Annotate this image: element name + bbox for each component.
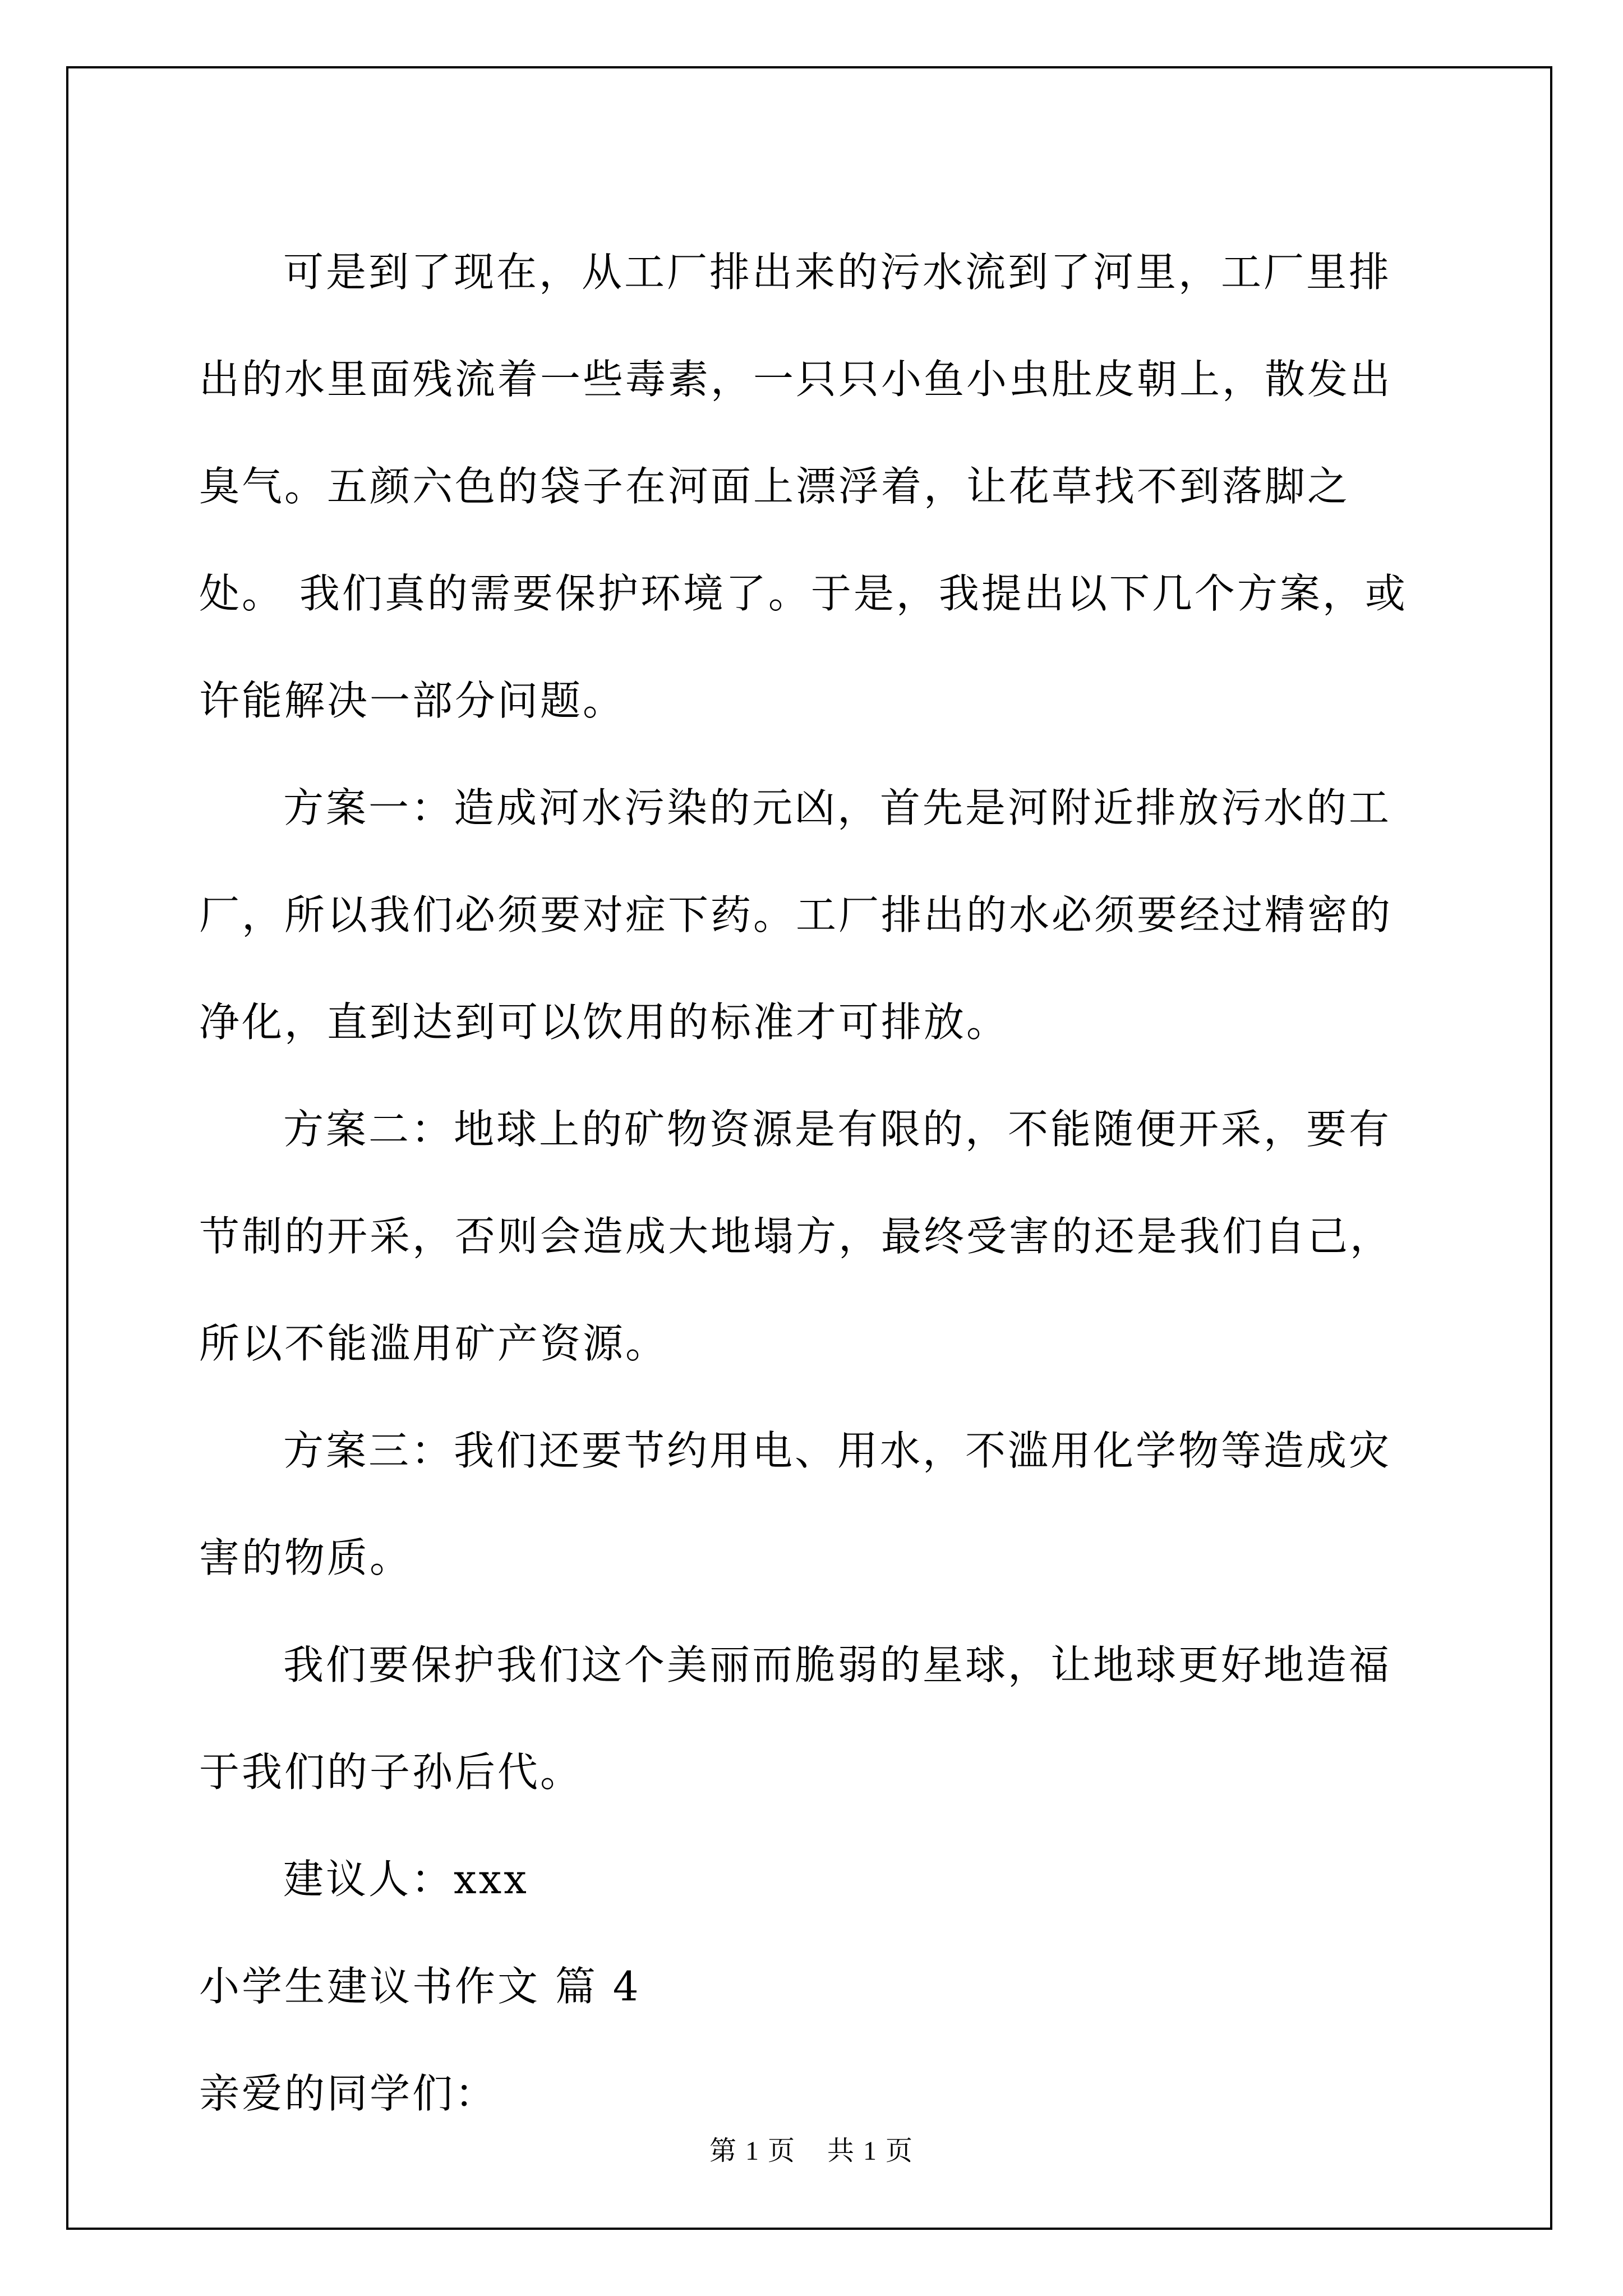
page-number-total: 共 1 页 [827,2136,914,2166]
paragraph-plan-two: 方案二：地球上的矿物资源是有限的，不能随便开采，要有节制的开采，否则会造成大地塌方，最终受害的还是我们自己，所以不能滥用矿产资源。 [199,1106,1393,1367]
page-number-current: 第 1 页 [709,2136,796,2166]
paragraph-pollution-description: 可是到了现在，从工厂排出来的污水流到了河里，工厂里排出的水里面残流着一些毒素，一只只小鱼小虫肚皮朝上，散发出臭气。五颜六色的袋子在河面上漂浮着，让花草找不到落脚之处。 我们真的需要保护环境了。于是，我提出以下几个方案，或许能解决一部分问题。 [199,249,1408,724]
section-heading: 小学生建议书作文 篇 4 [199,1963,641,2010]
page-footer [0,2129,1623,2168]
paragraph-conclusion: 我们要保护我们这个美丽而脆弱的星球，让地球更好地造福于我们的子孙后代。 [199,1641,1392,1796]
paragraph-plan-three: 方案三：我们还要节约用电、用水，不滥用化学物等造成灾害的物质。 [199,1427,1392,1581]
paragraph-signature: 建议人：xxx [283,1856,529,1903]
paragraph-plan-one: 方案一：造成河水污染的元凶，首先是河附近排放污水的工厂，所以我们必须要对症下药。工厂排出的水必须要经过精密的净化，直到达到可以饮用的标准才可排放。 [199,784,1393,1046]
document-body [199,219,1422,2147]
paragraph-salutation: 亲爱的同学们： [199,2070,498,2117]
